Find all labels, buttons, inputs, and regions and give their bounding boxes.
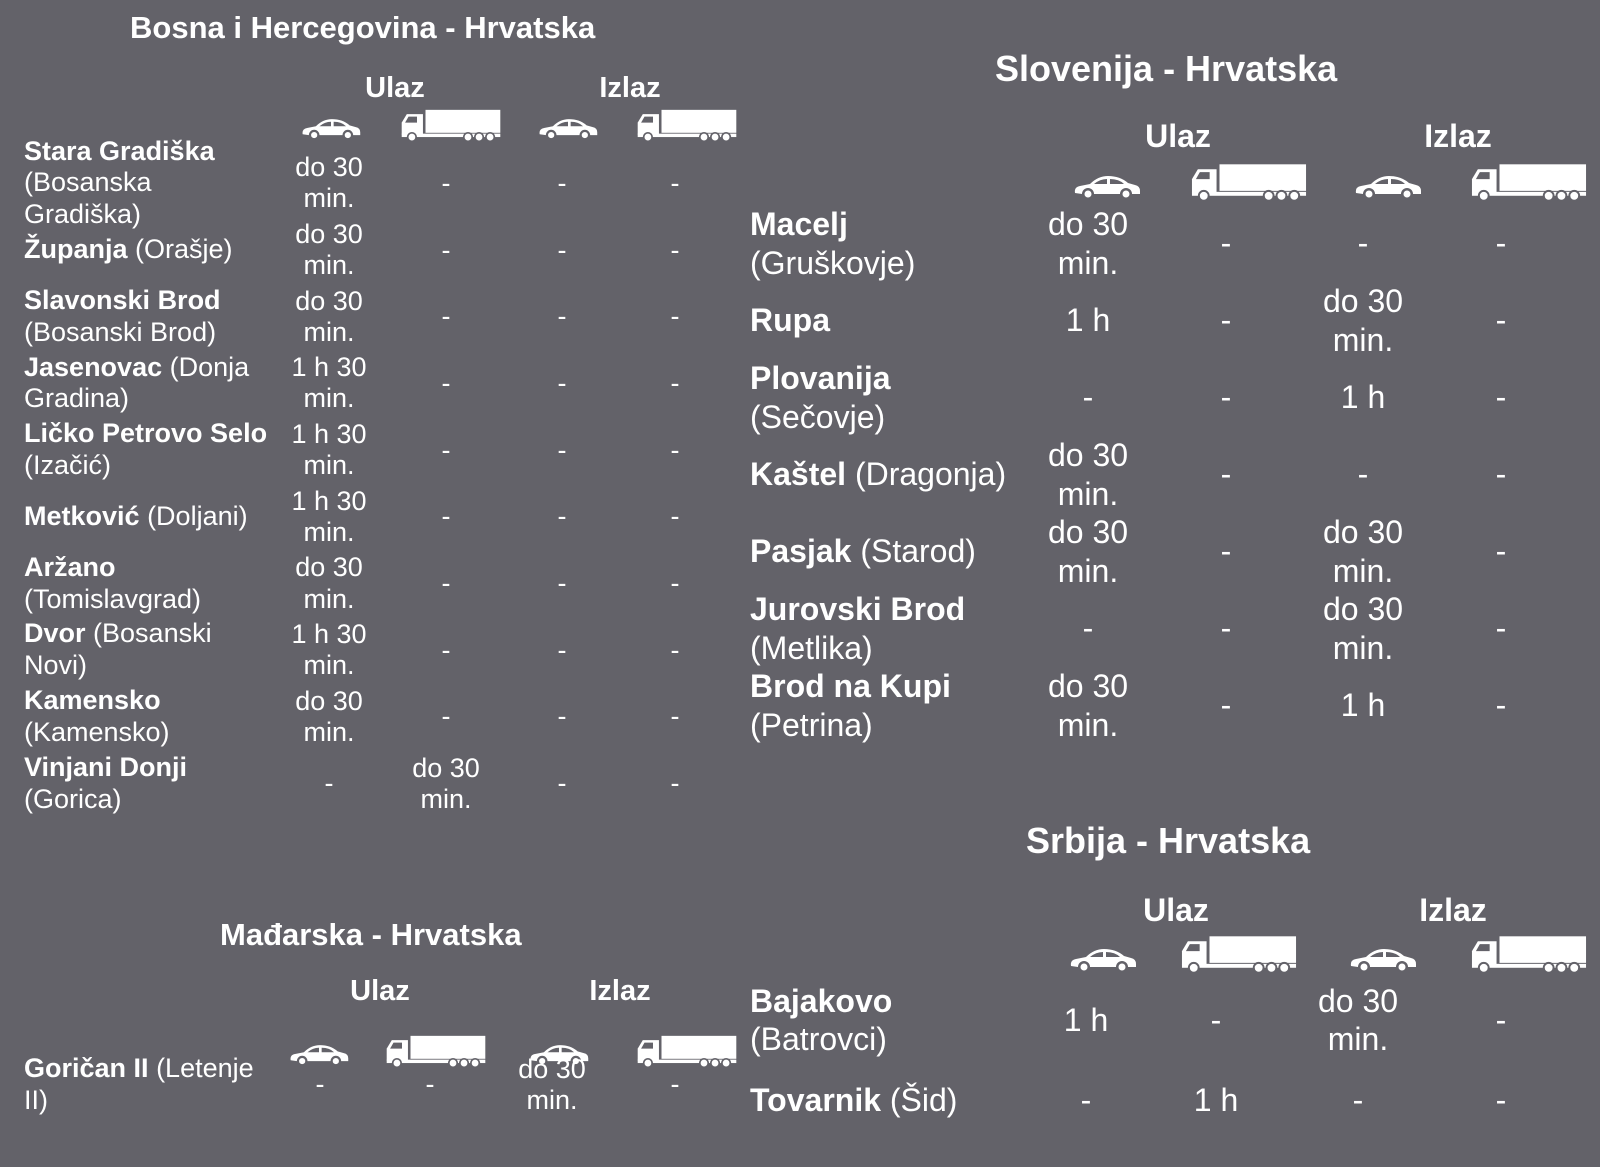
crossing-primary: Dvor	[24, 618, 86, 649]
crossing-primary: Jurovski Brod	[750, 591, 966, 628]
wait-time-izlaz-truck: -	[670, 768, 680, 799]
wait-time-ulaz-truck: -	[1220, 687, 1232, 724]
wait-time-ulaz-truck: -	[441, 568, 451, 598]
wait-time-izlaz-truck: -	[1495, 379, 1507, 416]
crossing-primary: Bajakovo	[750, 982, 893, 1019]
crossing-name	[750, 667, 1010, 744]
wait-time-ulaz-car: 1 h 30 min.	[291, 485, 367, 547]
crossing-counterpart: (Dragonja)	[854, 456, 1007, 493]
car-icon	[1348, 943, 1418, 975]
crossing-primary: Tovarnik	[750, 1081, 881, 1118]
wait-time-izlaz-car: -	[1352, 1081, 1364, 1118]
section-title: Bosna i Hercegovina - Hrvatska	[130, 10, 596, 45]
crossing-name	[750, 282, 1010, 359]
wait-time-ulaz-truck: -	[441, 167, 451, 198]
car-icon	[1353, 170, 1423, 202]
crossing-primary: Ličko Petrovo Selo	[24, 418, 268, 449]
wait-time-izlaz-truck: -	[1495, 1001, 1507, 1038]
wait-time-ulaz-car: 1 h 30 min.	[291, 419, 367, 481]
crossing-counterpart: (Donja Gradina)	[24, 351, 250, 414]
wait-time-izlaz-truck: -	[1495, 225, 1507, 262]
crossing-primary: Slavonski Brod	[24, 284, 221, 315]
wait-time-ulaz-car: 1 h	[1063, 1001, 1109, 1038]
car-icon	[300, 114, 362, 142]
wait-time-ulaz-truck: -	[441, 301, 451, 332]
ulaz-header: Ulaz	[1145, 118, 1211, 154]
wait-time-ulaz-car: do 30 min.	[295, 152, 363, 214]
crossing-counterpart: (Bosanski Novi)	[24, 618, 212, 681]
wait-time-izlaz-car: -	[557, 234, 567, 265]
ulaz-header: Ulaz	[1143, 892, 1209, 928]
wait-time-izlaz-car: do 30 min.	[1322, 514, 1404, 589]
crossing-name	[750, 590, 1010, 667]
truck-icon	[400, 106, 502, 146]
wait-time-ulaz-truck: -	[425, 1069, 435, 1100]
crossing-primary: Aržano	[24, 551, 116, 582]
crossing-counterpart: (Kamensko)	[24, 716, 170, 747]
crossing-primary: Stara Gradiška	[24, 135, 215, 166]
wait-time-izlaz-truck: -	[670, 501, 680, 532]
crossing-primary: Vinjani Donji	[24, 751, 188, 782]
wait-time-izlaz-car: 1 h	[1340, 687, 1386, 724]
truck-icon	[1180, 934, 1298, 976]
wait-time-izlaz-truck: -	[1495, 456, 1507, 493]
section-slovenia	[750, 0, 1600, 780]
wait-time-izlaz-truck: -	[670, 568, 680, 598]
crossing-counterpart: (Metlika)	[750, 629, 873, 666]
wait-time-ulaz-truck: -	[441, 234, 451, 265]
wait-time-izlaz-car: do 30 min.	[518, 1053, 586, 1115]
izlaz-header: Izlaz	[1424, 118, 1492, 154]
wait-time-ulaz-car: 1 h 30 min.	[291, 352, 367, 414]
wait-time-izlaz-car: -	[557, 701, 567, 732]
crossing-primary: Jasenovac	[24, 351, 163, 382]
wait-time-ulaz-truck: -	[1220, 456, 1232, 493]
wait-time-ulaz-car: -	[1080, 1081, 1092, 1118]
section-title: Mađarska - Hrvatska	[220, 917, 522, 952]
wait-time-ulaz-car: 1 h	[1065, 302, 1111, 339]
wait-time-izlaz-car: 1 h	[1340, 379, 1386, 416]
crossing-name	[24, 484, 274, 551]
wait-time-izlaz-car: -	[557, 768, 567, 799]
wait-time-izlaz-car: do 30 min.	[1317, 982, 1399, 1057]
crossing-counterpart: (Gorica)	[24, 783, 122, 814]
crossing-counterpart: (Petrina)	[750, 706, 873, 743]
wait-time-ulaz-car: do 30 min.	[1047, 514, 1129, 589]
crossing-name	[750, 513, 1010, 590]
crossing-counterpart: (Bosanska Gradiška)	[24, 167, 152, 230]
wait-time-ulaz-car: do 30 min.	[295, 552, 363, 614]
wait-time-izlaz-car: do 30 min.	[1322, 283, 1404, 358]
wait-time-ulaz-car: -	[1082, 379, 1094, 416]
crossing-name	[750, 359, 1010, 436]
wait-time-ulaz-truck: -	[1220, 379, 1232, 416]
wait-time-izlaz-car: do 30 min.	[1322, 591, 1404, 666]
wait-time-izlaz-truck: -	[670, 701, 680, 732]
wait-time-ulaz-car: do 30 min.	[295, 685, 363, 747]
crossing-name	[24, 350, 274, 417]
crossing-name	[750, 980, 1010, 1060]
wait-time-ulaz-car: -	[324, 768, 334, 799]
wait-time-ulaz-truck: do 30 min.	[412, 752, 480, 814]
crossing-primary: Macelj	[750, 206, 848, 243]
wait-time-izlaz-truck: -	[670, 367, 680, 398]
wait-time-ulaz-truck: -	[441, 434, 451, 465]
wait-time-izlaz-truck: -	[1495, 1081, 1507, 1118]
wait-time-ulaz-truck: -	[441, 501, 451, 532]
crossing-name	[750, 205, 1010, 282]
crossing-name	[24, 135, 274, 230]
car-icon	[1068, 943, 1138, 975]
crossing-counterpart: (Letenje II)	[24, 1053, 254, 1115]
crossing-primary: Goričan II	[24, 1053, 149, 1084]
section-title: Srbija - Hrvatska	[1026, 820, 1311, 861]
crossing-name	[24, 750, 274, 817]
crossing-counterpart: (Šid)	[889, 1081, 958, 1118]
crossing-counterpart: (Gruškovje)	[750, 244, 916, 281]
ulaz-header: Ulaz	[365, 72, 425, 104]
crossing-primary: Plovanija	[750, 360, 891, 397]
wait-time-ulaz-truck: -	[441, 634, 451, 665]
izlaz-header: Izlaz	[1419, 892, 1487, 928]
wait-time-ulaz-truck: 1 h	[1193, 1081, 1239, 1118]
car-icon	[1072, 170, 1142, 202]
crossing-counterpart: (Tomislavgrad)	[24, 583, 202, 614]
wait-time-izlaz-truck: -	[670, 234, 680, 265]
wait-time-ulaz-car: 1 h 30 min.	[291, 619, 367, 681]
crossing-counterpart: (Doljani)	[147, 500, 248, 531]
wait-time-ulaz-car: -	[315, 1069, 325, 1100]
crossing-counterpart: (Izačić)	[24, 450, 111, 481]
wait-time-ulaz-truck: -	[441, 701, 451, 732]
wait-time-izlaz-truck: -	[1495, 687, 1507, 724]
wait-time-ulaz-truck: -	[1220, 533, 1232, 570]
crossing-primary: Županja	[24, 234, 128, 265]
wait-time-izlaz-truck: -	[670, 1069, 680, 1100]
wait-time-ulaz-truck: -	[441, 367, 451, 398]
crossing-name	[24, 684, 274, 751]
wait-time-ulaz-truck: -	[1220, 225, 1232, 262]
wait-time-izlaz-car: -	[557, 367, 567, 398]
crossing-primary: Brod na Kupi	[750, 668, 951, 705]
izlaz-header: Izlaz	[599, 72, 661, 104]
wait-time-izlaz-car: -	[557, 568, 567, 598]
wait-time-izlaz-truck: -	[670, 301, 680, 332]
wait-time-ulaz-car: do 30 min.	[295, 285, 363, 347]
truck-icon	[1190, 162, 1308, 204]
wait-time-izlaz-truck: -	[670, 167, 680, 198]
crossing-counterpart: (Batrovci)	[750, 1021, 887, 1057]
wait-time-ulaz-truck: -	[1210, 1001, 1222, 1038]
crossing-name	[24, 283, 274, 350]
crossing-name	[24, 1050, 264, 1120]
wait-time-ulaz-car: -	[1082, 610, 1094, 647]
wait-time-izlaz-truck: -	[1495, 533, 1507, 570]
wait-time-izlaz-car: -	[557, 434, 567, 465]
crossing-name	[24, 417, 274, 484]
crossing-primary: Kaštel	[750, 456, 847, 493]
ulaz-header: Ulaz	[350, 975, 410, 1007]
crossing-counterpart: (Starod)	[860, 533, 976, 570]
wait-time-ulaz-truck: -	[1220, 302, 1232, 339]
wait-time-izlaz-car: -	[557, 501, 567, 532]
wait-time-izlaz-truck: -	[670, 634, 680, 665]
section-bih	[0, 0, 750, 880]
section-hungary	[0, 900, 750, 1167]
wait-time-izlaz-truck: -	[1495, 302, 1507, 339]
crossing-primary: Metković	[24, 500, 140, 531]
section-title: Slovenija - Hrvatska	[995, 48, 1338, 89]
wait-time-ulaz-car: do 30 min.	[295, 218, 363, 281]
crossing-counterpart: (Sečovje)	[750, 398, 886, 435]
truck-icon	[636, 106, 738, 146]
wait-time-izlaz-car: -	[1357, 456, 1369, 493]
wait-time-izlaz-car: -	[1357, 225, 1369, 262]
wait-time-ulaz-car: do 30 min.	[1047, 206, 1129, 281]
wait-time-izlaz-car: -	[557, 634, 567, 665]
crossing-counterpart: (Orašje)	[135, 234, 233, 265]
wait-time-ulaz-car: do 30 min.	[1047, 668, 1129, 743]
crossing-name	[24, 550, 274, 617]
wait-time-izlaz-truck: -	[670, 434, 680, 465]
wait-time-izlaz-car: -	[557, 301, 567, 332]
wait-time-ulaz-truck: -	[1220, 610, 1232, 647]
car-icon	[537, 114, 599, 142]
section-serbia	[750, 800, 1600, 1167]
crossing-name	[750, 436, 1010, 513]
crossing-primary: Pasjak	[750, 533, 852, 570]
crossing-name	[24, 217, 274, 284]
crossing-name	[750, 1060, 1010, 1140]
crossing-name	[24, 617, 274, 684]
truck-icon	[1470, 934, 1588, 976]
truck-icon	[1470, 162, 1588, 204]
crossing-primary: Kamensko	[24, 685, 161, 716]
crossing-primary: Rupa	[750, 302, 830, 339]
izlaz-header: Izlaz	[589, 975, 651, 1007]
wait-time-izlaz-car: -	[557, 167, 567, 198]
wait-time-izlaz-truck: -	[1495, 610, 1507, 647]
wait-time-ulaz-car: do 30 min.	[1047, 437, 1129, 512]
crossing-counterpart: (Bosanski Brod)	[24, 316, 217, 347]
